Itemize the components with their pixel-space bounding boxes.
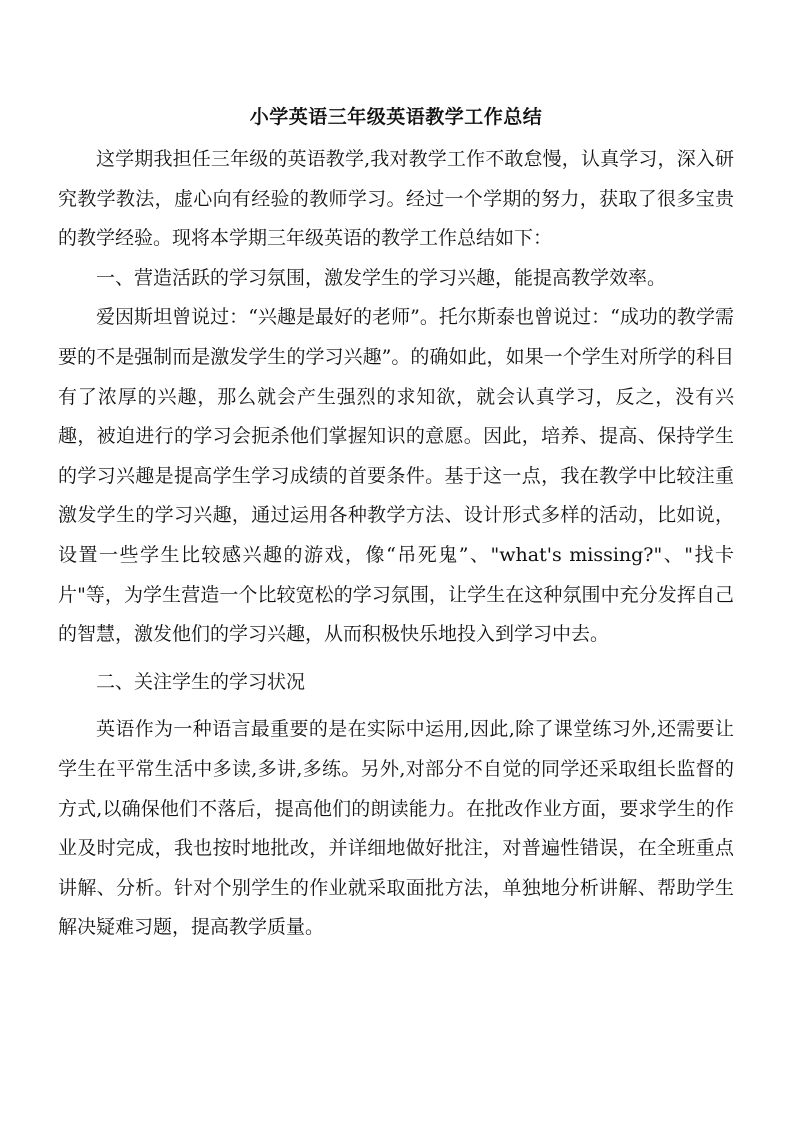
section-2-heading: 二、关注学生的学习状况 [96,670,306,693]
intro-paragraph: 这学期我担任三年级的英语教学,我对教学工作不敢怠慢，认真学习，深入研究教学教法，虚心向有经验的教师学习。经过一个学期的努力，获取了很多宝贵的教学经验。现将本学期三年级英语的教学工作总结如下： [58,148,734,250]
document-title: 小学英语三年级英语教学工作总结 [249,106,543,128]
section-1-paragraph: 爱因斯坦曾说过：“兴趣是最好的老师”。托尔斯泰也曾说过：“成功的教学需要的不是强制而是激发学生的学习兴趣”。的确如此，如果一个学生对所学的科目有了浓厚的兴趣，那么就会产生强烈的求知欲，就会认真学习，反之，没有兴趣，被迫进行的学习会扼杀他们掌握知识的意愿。因此，培养、提高、保持学生的学习兴趣是提高学生学习成绩的首要条件。基于这一点，我在教学中比较注重激发学生的学习兴趣，通过运用各种教学方法、设计形式多样的活动，比如说，设置一些学生比较感兴趣的游戏，像“吊死鬼”、"what's missing?"、"找卡片"等，为学生营造一个比较宽松的学习氛围，让学生在这种氛围中充分发挥自己的智慧，激发他们的学习兴趣，从而积极快乐地投入到学习中去。 [58,306,734,646]
section-1-heading: 一、营造活跃的学习氛围，激发学生的学习兴趣，能提高教学效率。 [96,266,667,289]
section-spacer [58,702,734,710]
section-2-paragraph: 英语作为一种语言最重要的是在实际中运用,因此,除了课堂练习外,还需要让学生在平常生活中多读,多讲,多练。另外,对部分不自觉的同学还采取组长监督的方式,以确保他们不落后，提高他们的朗读能力。在批改作业方面，要求学生的作业及时完成，我也按时地批改，并详细地做好批注，对普遍性错误，在全班重点讲解、分析。针对个别学生的作业就采取面批方法，单独地分析讲解、帮助学生解决疑难习题，提高教学质量。 [58,718,734,939]
section-spacer [58,655,734,663]
